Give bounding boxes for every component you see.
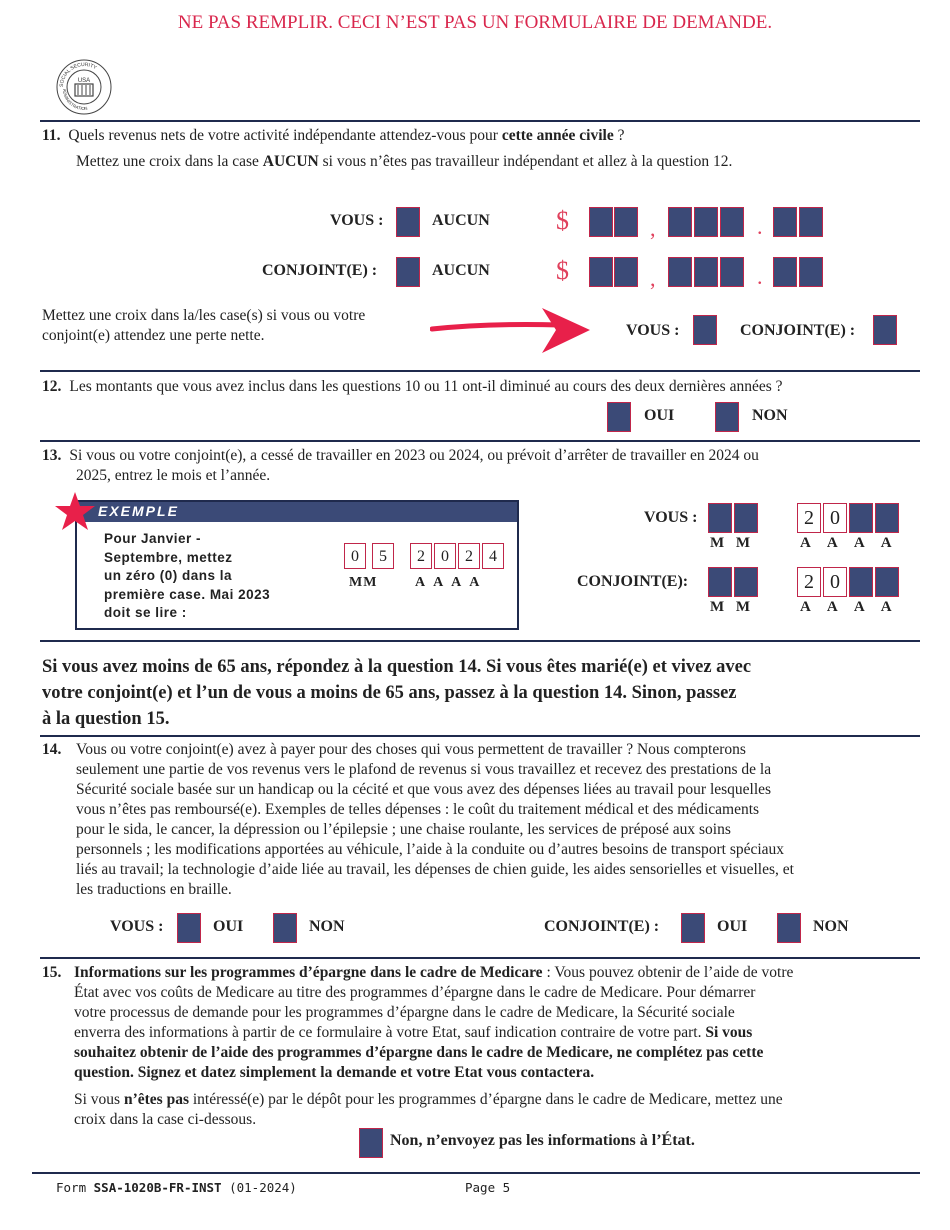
- q13-you-label: VOUS :: [644, 509, 698, 526]
- q12-yes-checkbox[interactable]: [607, 402, 631, 432]
- q14-you-no-checkbox[interactable]: [273, 913, 297, 943]
- q13-spouse-year-prefill: 0: [823, 567, 847, 597]
- example-month-digit: 0: [344, 543, 366, 569]
- q11-spouse-none-checkbox[interactable]: [396, 257, 420, 287]
- ssa-seal-icon: [55, 58, 113, 116]
- q14-spouse-yes-checkbox[interactable]: [681, 913, 705, 943]
- example-aaaa-label: A A A A: [415, 575, 483, 590]
- example-year-digit: 0: [434, 543, 456, 569]
- thousands-comma: ,: [650, 266, 656, 291]
- q13-spouse-aaaa-label: A A A A: [800, 599, 899, 615]
- rule: [40, 370, 920, 372]
- q11-spouse-amount-digit[interactable]: [694, 257, 718, 287]
- arrow-right-icon: [430, 306, 590, 356]
- q11-you-amount-digit[interactable]: [720, 207, 744, 237]
- q14-spouse-yes-label: OUI: [717, 918, 748, 935]
- q11-spouse-amount-digit[interactable]: [614, 257, 638, 287]
- star-icon: [53, 492, 97, 532]
- q11-spouse-cents-digit[interactable]: [799, 257, 823, 287]
- q11-spouse-cents-digit[interactable]: [773, 257, 797, 287]
- q11-you-label: VOUS :: [330, 212, 384, 229]
- q11-you-amount-digit[interactable]: [694, 207, 718, 237]
- example-year-digit: 2: [458, 543, 480, 569]
- q13-you-year-digit[interactable]: [849, 503, 873, 533]
- example-year-digit: 2: [410, 543, 432, 569]
- q13-you-aaaa-label: A A A A: [800, 535, 899, 551]
- svg-text:SOCIAL SECURITY: SOCIAL SECURITY: [58, 61, 98, 88]
- q15-text: Informations sur les programmes d’épargne dans le cadre de Medicare : Vous pouvez obtenir de l’aide de votre État avec vos coûts de Medicare au titre des programmes d’épargne dans le cadre de Medicare. Pour démarrer votre processus de demande pour les programmes d’épargne dans le cadre de Medicare, la Sécurité sociale enverra des informations à partir de ce formulaire à votre Etat, sauf indication contraire de votre part. Si vous souhaitez obtenir de l’aide des programmes d’épargne dans le cadre de Medicare, ne complétez pas cette question. Signez et datez simplement la demande et votre Etat vous contactera.: [74, 964, 794, 1081]
- q12-yes-label: OUI: [644, 407, 675, 424]
- rule: [40, 640, 920, 642]
- decimal-dot: .: [757, 214, 763, 239]
- q13-you-year-prefill: 0: [823, 503, 847, 533]
- q13-spouse-label: CONJOINT(E):: [577, 573, 689, 590]
- q11-you-amount-digit[interactable]: [589, 207, 613, 237]
- q12-no-label: NON: [752, 407, 788, 424]
- q11-loss-text: Mettez une croix dans la/les case(s) si vous ou votre conjoint(e) attendez une perte nette.: [42, 307, 366, 344]
- svg-text:USA: USA: [77, 78, 91, 84]
- example-month-digit: 5: [372, 543, 394, 569]
- q11-question: Quels revenus nets de votre activité indépendante attendez-vous pour cette année civile ?: [68, 127, 625, 144]
- q15-opt-out-label: Non, n’envoyez pas les informations à l’État.: [390, 1132, 695, 1149]
- q14-spouse-no-checkbox[interactable]: [777, 913, 801, 943]
- q15-number: 15.: [42, 964, 62, 981]
- q13-spouse-month-digit[interactable]: [708, 567, 732, 597]
- q13-spouse-year-prefill: 2: [797, 567, 821, 597]
- footer-form-id: Form SSA-1020B-FR-INST (01-2024): [56, 1180, 297, 1195]
- q11-you-none-checkbox[interactable]: [396, 207, 420, 237]
- q11-you-amount-digit[interactable]: [668, 207, 692, 237]
- example-title: EXEMPLE: [98, 503, 179, 519]
- q15-opt-out-checkbox[interactable]: [359, 1128, 383, 1158]
- q13-you-month-digit[interactable]: [708, 503, 732, 533]
- q11-loss-you-checkbox[interactable]: [693, 315, 717, 345]
- q13-you-mm-label: M M: [710, 535, 755, 551]
- rule: [40, 440, 920, 442]
- dollar-sign: $: [556, 256, 569, 285]
- q13-spouse-mm-label: M M: [710, 599, 755, 615]
- q14-spouse-label: CONJOINT(E) :: [544, 918, 660, 935]
- q14-you-no-label: NON: [309, 918, 345, 935]
- q11-spouse-none-label: AUCUN: [432, 262, 490, 279]
- q14-you-label: VOUS :: [110, 918, 164, 935]
- q11-spouse-amount-digit[interactable]: [589, 257, 613, 287]
- footer-page-number: Page 5: [465, 1180, 511, 1195]
- example-year-digit: 4: [482, 543, 504, 569]
- q12-text: 12. Les montants que vous avez inclus dans les questions 10 ou 11 ont-il diminué au cours des deux dernières années ?: [42, 378, 783, 395]
- q13-you-year-digit[interactable]: [875, 503, 899, 533]
- q13-text: 13. Si vous ou votre conjoint(e), a cessé de travailler en 2023 ou 2024, ou prévoit d’arrêter de travailler en 2024 ou 2025, entrez le mois et l’année.: [42, 447, 759, 484]
- q11-number: 11.: [42, 127, 61, 144]
- decimal-dot: .: [757, 264, 763, 289]
- q11-you-none-label: AUCUN: [432, 212, 490, 229]
- q13-you-month-digit[interactable]: [734, 503, 758, 533]
- q11-spouse-amount-digit[interactable]: [720, 257, 744, 287]
- q15-para2: Si vous n’êtes pas intéressé(e) par le dépôt pour les programmes d’épargne dans le cadre de Medicare, mettez une croix dans la case ci-dessous.: [74, 1091, 783, 1128]
- q12-no-checkbox[interactable]: [715, 402, 739, 432]
- q11-text: [42, 126, 922, 146]
- q11-loss-spouse-checkbox[interactable]: [873, 315, 897, 345]
- q11-spouse-label: CONJOINT(E) :: [262, 262, 378, 279]
- q11-spouse-amount-digit[interactable]: [668, 257, 692, 287]
- age-instruction: Si vous avez moins de 65 ans, répondez à la question 14. Si vous êtes marié(e) et vivez avec votre conjoint(e) et l’un de vous a moins de 65 ans, passez à la question 14. Sinon, passez à la question 15.: [42, 657, 752, 729]
- q14-spouse-no-label: NON: [813, 918, 849, 935]
- example-mm-label: MM: [349, 575, 378, 590]
- rule: [40, 957, 920, 959]
- q14-you-yes-label: OUI: [213, 918, 244, 935]
- rule: [40, 120, 920, 122]
- svg-text:ADMINISTRATION: ADMINISTRATION: [61, 88, 88, 112]
- q14-you-yes-checkbox[interactable]: [177, 913, 201, 943]
- thousands-comma: ,: [650, 216, 656, 241]
- q13-you-year-prefill: 2: [797, 503, 821, 533]
- footer-rule: [32, 1172, 920, 1174]
- q11-instruction: Mettez une croix dans la case AUCUN si vous n’êtes pas travailleur indépendant et allez à la question 12.: [76, 153, 733, 170]
- q11-you-amount-digit[interactable]: [614, 207, 638, 237]
- q14-text: Vous ou votre conjoint(e) avez à payer pour des choses qui vous permettent de travailler ? Nous compterons seulement une partie de vos revenus vers le plafond de revenus si vous travaillez et recevez des prestations de la Sécurité sociale basée sur un handicap ou la cécité et que vous avez des dépenses liées au travail pour lesquelles vous n’êtes pas remboursé(e). Exemples de telles dépenses : le coût du traitement médical et des médicaments pour le sida, le cancer, la dépression ou l’épilepsie ; une chaise roulante, les services de préposé aux soins personnels ; les modifications apportées au véhicule, l’aide à la conduite ou d’autres besoins de transport spéciaux liés au travail; la technologie d’aide liée au travail, les dépenses de chien guide, les aides sensorielles et visuelles, et les traductions en braille.: [76, 741, 794, 898]
- q13-spouse-year-digit[interactable]: [875, 567, 899, 597]
- example-text: Pour Janvier - Septembre, mettez un zéro (0) dans la première case. Mai 2023 doit se lire :: [104, 531, 271, 620]
- q13-spouse-month-digit[interactable]: [734, 567, 758, 597]
- do-not-fill-warning: NE PAS REMPLIR. CECI N’EST PAS UN FORMULAIRE DE DEMANDE.: [177, 12, 773, 33]
- rule: [40, 735, 920, 737]
- q11-loss-spouse-label: CONJOINT(E) :: [740, 322, 856, 339]
- q11-loss-you-label: VOUS :: [626, 322, 680, 339]
- q14-number: 14.: [42, 741, 62, 758]
- q13-spouse-year-digit[interactable]: [849, 567, 873, 597]
- dollar-sign: $: [556, 206, 569, 235]
- q11-you-cents-digit[interactable]: [773, 207, 797, 237]
- q11-you-cents-digit[interactable]: [799, 207, 823, 237]
